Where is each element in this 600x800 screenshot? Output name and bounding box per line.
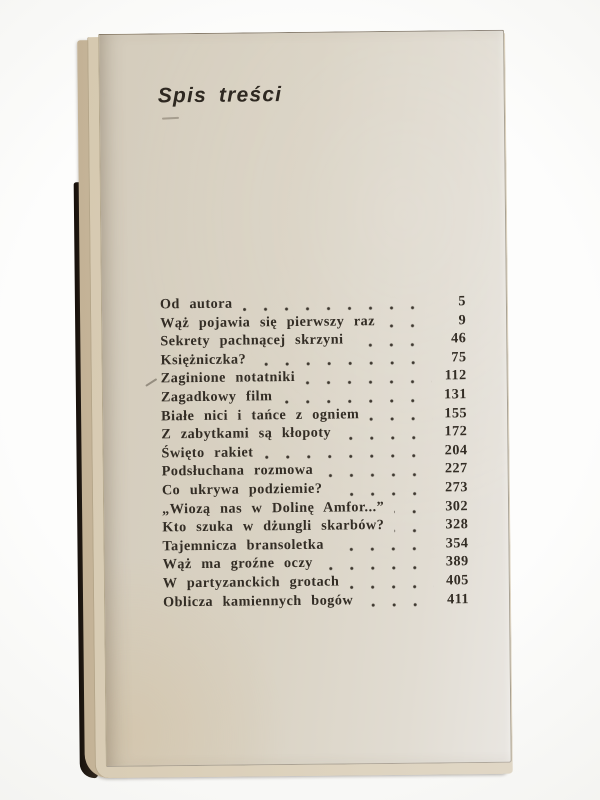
toc-entry-title: Wąż pojawia się pierwszy raz	[160, 312, 376, 331]
toc-entry-title: Z zabytkami są kłopoty	[161, 424, 332, 443]
toc-entry-page-number: 328	[445, 516, 469, 533]
toc-entry-title: Co ukrywa podziemie?	[161, 480, 323, 499]
dot-leader	[246, 349, 437, 370]
dot-leader	[295, 368, 437, 388]
dot-leader	[313, 461, 438, 481]
dot-leader	[384, 498, 438, 517]
toc-entry-page-number: 405	[445, 572, 469, 589]
toc-entry-title: Tajemnicza bransoletka	[162, 536, 324, 555]
print-smudge	[162, 117, 179, 120]
toc-entry-title: Od autora	[159, 295, 233, 313]
toc-entry-page-number: 354	[445, 534, 469, 552]
toc-entry-page-number: 227	[444, 460, 468, 477]
dot-leader	[272, 386, 437, 406]
toc-entry-page-number: 411	[446, 590, 470, 607]
toc-entry-page-number: 204	[444, 441, 468, 459]
toc-entry-page-number: 5	[458, 293, 467, 310]
toc-list	[160, 293, 469, 612]
toc-entry-title: „Wiozą nas w Dolinę Amfor...”	[162, 498, 385, 517]
toc-entry-title: W partyzanckich grotach	[162, 573, 340, 592]
dot-leader	[353, 591, 439, 610]
contents-page	[98, 30, 512, 767]
toc-entry-page-number: 155	[444, 404, 468, 421]
toc-entry-title: Zagadkowy film	[160, 388, 273, 406]
toc-entry-title: Zaginione notatniki	[160, 369, 296, 387]
toc-entry-page-number: 172	[444, 423, 468, 440]
dot-leader	[253, 442, 437, 463]
toc-entry-title: Wąż ma groźne oczy	[162, 555, 313, 573]
dot-leader	[331, 424, 437, 444]
dot-leader	[322, 479, 438, 499]
toc-entry	[163, 591, 469, 613]
pencil-mark	[145, 378, 157, 387]
toc-entry-title: Księżniczka?	[160, 351, 247, 369]
page-title: Spis treści	[157, 83, 283, 108]
toc-entry-page-number: 75	[451, 348, 467, 366]
toc-entry-title: Podsłuchana rozmowa	[161, 462, 314, 480]
toc-entry-page-number: 273	[445, 479, 468, 496]
dot-leader	[313, 554, 439, 574]
toc-entry-title: Święto rakiet	[161, 444, 254, 462]
toc-entry-page-number: 46	[451, 330, 467, 347]
dot-leader	[233, 293, 437, 314]
toc-entry-page-number: 9	[458, 311, 467, 328]
dot-leader	[359, 405, 437, 424]
dot-leader	[324, 535, 439, 555]
toc-entry-page-number: 131	[444, 386, 467, 403]
dot-leader	[384, 517, 438, 536]
toc-entry-page-number: 112	[444, 367, 467, 384]
toc-entry-title: Białe nici i tańce z ogniem	[161, 405, 360, 424]
book	[72, 28, 512, 780]
toc-entry-title: Oblicza kamiennych bogów	[162, 591, 354, 610]
dot-leader	[339, 572, 439, 592]
toc-entry-title: Kto szuka w dżungli skarbów?	[162, 517, 385, 536]
toc-entry-page-number: 302	[445, 497, 469, 514]
toc-entry-page-number: 389	[445, 553, 469, 570]
dot-leader	[375, 312, 436, 331]
dot-leader	[343, 331, 436, 351]
toc-entry-title: Sekrety pachnącej skrzyni	[160, 331, 344, 350]
